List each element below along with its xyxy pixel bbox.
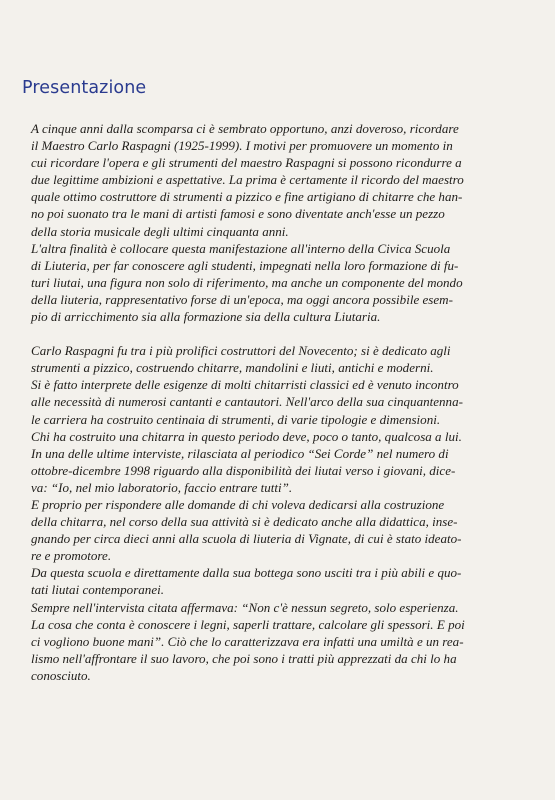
paragraph xyxy=(31,428,525,496)
paragraph xyxy=(31,496,525,564)
text-line: gnando per circa dieci anni alla scuola di liuteria di Vignate, di cui è stato ideato- xyxy=(31,531,462,547)
text-line: della chitarra, nel corso della sua attività si è dedicato anche alla didattica, inse- xyxy=(31,514,458,530)
text-line: La cosa che conta è conoscere i legni, saperli trattare, calcolare gli spessori. E poi xyxy=(31,616,465,632)
text-line: conosciuto. xyxy=(31,667,91,683)
text-line: Si è fatto interprete delle esigenze di molti chitarristi classici ed è venuto incontro xyxy=(31,377,459,393)
text-line: E proprio per rispondere alle domande di chi voleva dedicarsi alla costruzione xyxy=(31,496,445,512)
text-line: re e promotore. xyxy=(31,548,112,564)
text-line: della liuteria, rappresentativo forse di un'epoca, ma oggi ancora possibile esem- xyxy=(31,291,453,307)
text-line: In una delle ultime interviste, rilasciata al periodico “Sei Corde” nel numero di xyxy=(31,445,449,461)
text-line: Chi ha costruito una chitarra in questo periodo deve, poco o tanto, qualcosa a lui. xyxy=(31,428,462,444)
paragraph xyxy=(31,599,525,684)
text-line: alle necessità di numerosi cantanti e cantautori. Nell'arco della sua cinquantenna- xyxy=(31,394,463,410)
page-title: Presentazione xyxy=(22,78,147,98)
text-line: no poi suonato tra le mani di artisti famosi e sono diventate anch'esse un pezzo xyxy=(31,206,445,222)
text-line: L'altra finalità è collocare questa manifestazione all'interno della Civica Scuola xyxy=(31,240,451,256)
paragraph xyxy=(31,376,525,427)
paragraph xyxy=(31,240,525,325)
text-line: due legittime ambizioni e aspettative. La prima è certamente il ricordo del maestro xyxy=(31,172,464,188)
text-line: va: “Io, nel mio laboratorio, faccio entrare tutti”. xyxy=(31,479,293,495)
text-line: lismo nell'affrontare il suo lavoro, che poi sono i tratti più apprezzati da chi lo ha xyxy=(31,650,457,666)
text-line: Da questa scuola e direttamente dalla sua bottega sono usciti tra i più abili e quo- xyxy=(31,565,462,581)
paragraph xyxy=(31,342,525,376)
text-line: cui ricordare l'opera e gli strumenti del maestro Raspagni si possono ricondurre a xyxy=(31,155,462,171)
text-line: le carriera ha costruito centinaia di strumenti, di varie tipologie e dimensioni. xyxy=(31,411,441,427)
paragraph xyxy=(31,120,525,240)
text-line: pio di arricchimento sia alla formazione sia della cultura Liutaria. xyxy=(31,309,381,325)
text-line: tati liutai contemporanei. xyxy=(31,582,164,598)
text-line: il Maestro Carlo Raspagni (1925-1999). I motivi per promuovere un momento in xyxy=(31,138,453,154)
text-line: di Liuteria, per far conoscere agli studenti, impegnati nella loro formazione di fu- xyxy=(31,257,459,273)
text-line: Sempre nell'intervista citata affermava: “Non c'è nessun segreto, solo esperienza. xyxy=(31,599,459,615)
text-line: strumenti a pizzico, costruendo chitarre, mandolini e liuti, antichi e moderni. xyxy=(31,360,434,376)
text-line: ci vogliono buone mani”. Ciò che lo caratterizzava era infatti una umiltà e un rea- xyxy=(31,633,464,649)
text-line: Carlo Raspagni fu tra i più prolifici costruttori del Novecento; si è dedicato agli xyxy=(31,343,451,359)
text-line: A cinque anni dalla scomparsa ci è sembrato opportuno, anzi doveroso, ricordare xyxy=(31,121,459,136)
text-line: della storia musicale degli ultimi cinquanta anni. xyxy=(31,223,289,239)
paragraph xyxy=(31,564,525,598)
text-line: turi liutai, una figura non solo di riferimento, ma anche un componente del mondo xyxy=(31,274,463,290)
text-line: ottobre-dicembre 1998 riguardo alla disponibilità dei liutai verso i giovani, dice- xyxy=(31,462,456,478)
body-text xyxy=(31,120,525,684)
text-line: quale ottimo costruttore di strumenti a pizzico e fine artigiano di chitarre che han- xyxy=(31,189,463,205)
